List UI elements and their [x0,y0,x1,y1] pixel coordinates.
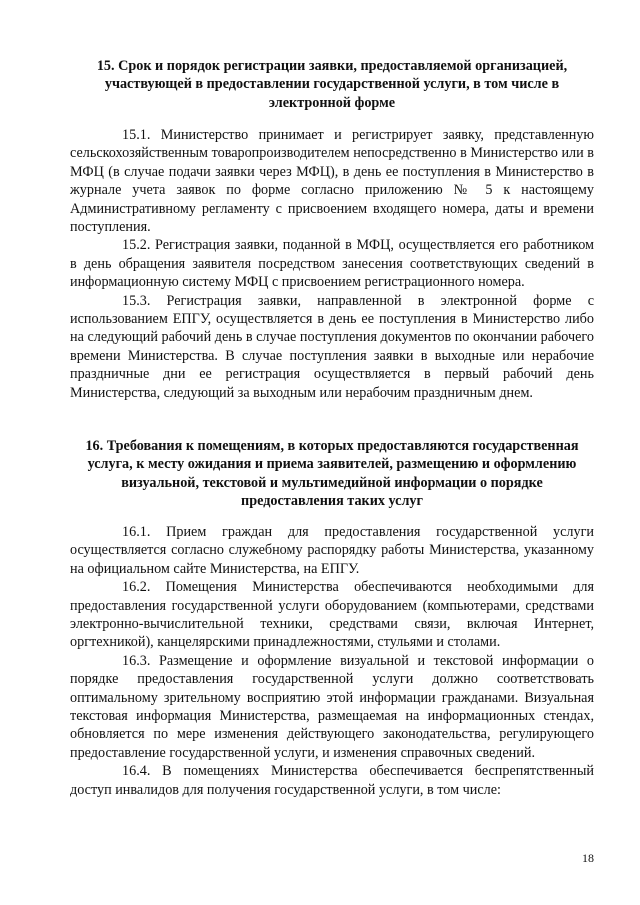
section-16-body [70,523,594,799]
section-15-heading: 15. Срок и порядок регистрации заявки, предоставляемой организацией, участвующей в предоставлении государственной услуги, в том числе в электронной форме [96,58,568,111]
paragraph-16-4: 16.4. В помещениях Министерства обеспечивается беспрепятственный доступ инвалидов для получения государственной услуги, в том числе: [70,763,594,798]
section-15-body [70,126,594,402]
paragraph-15-2: 15.2. Регистрация заявки, поданной в МФЦ, осуществляется его работником в день обращения заявителя посредством занесения соответствующих сведений в информационную систему МФЦ с присвоением регистрационного номера. [70,237,594,291]
page-number: 18 [582,851,594,865]
paragraph-15-3: 15.3. Регистрация заявки, направленной в электронной форме с использованием ЕПГУ, осуществляется в день ее поступления в Министерство либо на следующий рабочий день в случае поступления документов по окончании рабочего времени Министерства. В случае поступления заявки в выходные или нерабочие праздничные дни ее регистрация осуществляется в первый рабочий день Министерства, следующий за выходным или нерабочим праздничным днем. [70,292,594,401]
paragraph-16-1: 16.1. Прием граждан для предоставления государственной услуги осуществляется согласно служебному распорядку работы Министерства, указанному на официальном сайте Министерства, на ЕПГУ. [70,524,594,577]
paragraph-16-2: 16.2. Помещения Министерства обеспечиваются необходимыми для предоставления государственной услуги оборудованием (компьютерами, средствами электронно-вычислительной техники, средствами связи, включая Интернет, оргтехникой), канцелярскими принадлежностями, стульями и столами. [70,579,594,651]
paragraph-15-1: 15.1. Министерство принимает и регистрирует заявку, представленную сельскохозяйственным товаропроизводителем непосредственно в Министерство или в МФЦ (в случае подачи заявки через МФЦ), в день ее поступления в Министерство в журнале учета заявок по форме согласно приложению № 5 к настоящему Административному регламенту с присвоением входящего номера, даты и времени поступления. [70,127,594,236]
section-16-heading: 16. Требования к помещениям, в которых предоставляются государственная услуга, к месту ожидания и приема заявителей, размещению и оформлению визуальной, текстовой и мультимедийной информации о порядке предоставления таких услуг [85,438,579,509]
paragraph-16-3: 16.3. Размещение и оформление визуальной и текстовой информации о порядке предоставления государственной услуги должно соответствовать оптимальному зрительному восприятию этой информации гражданами. Визуальная текстовая информация Министерства, размещаемая на информационных стендах, обновляется по мере изменения действующего законодательства, регулирующего предоставление государственной услуги, и изменения справочных сведений. [70,652,594,761]
